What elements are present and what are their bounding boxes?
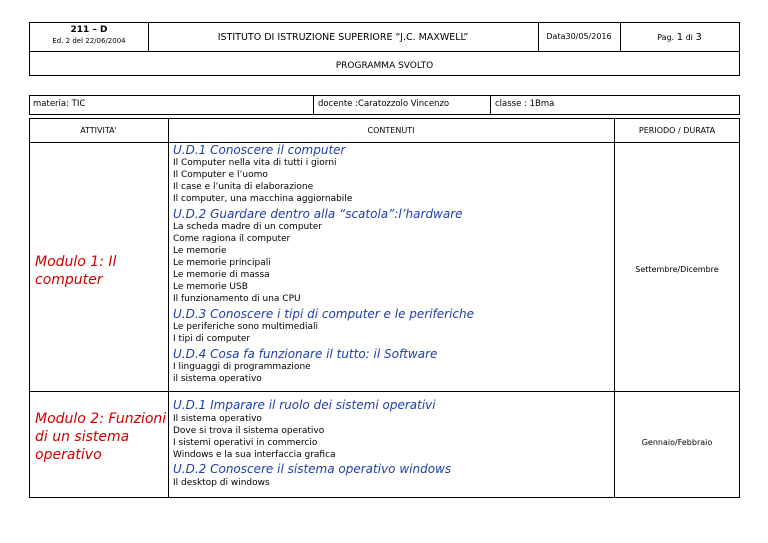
page-current: 1 — [676, 32, 684, 43]
list-item: Le memorie — [173, 246, 227, 256]
column-contenuti: CONTENUTI — [367, 126, 415, 135]
col-divider-1 — [168, 118, 169, 498]
page-total: 3 — [695, 32, 702, 43]
info-divider-2 — [490, 95, 491, 115]
list-item: Dove si trova il sistema operativo — [173, 426, 325, 436]
list-item: Il case e l’unita di elaborazione — [173, 182, 314, 192]
list-item: Il Computer nella vita di tutti i giorni — [173, 158, 337, 168]
list-item: Il desktop di windows — [173, 478, 270, 488]
list-item: I sistemi operativi in commercio — [173, 438, 318, 448]
school-name: ISTITUTO DI ISTRUZIONE SUPERIORE “J.C. MAXWELL” — [217, 32, 469, 43]
module-1-period: Settembre/Dicembre — [635, 265, 719, 274]
document-date: Data30/05/2016 — [546, 32, 612, 41]
list-item: I tipi di computer — [173, 334, 251, 344]
module-divider — [29, 391, 740, 392]
column-attivita: ATTIVITA' — [80, 126, 117, 135]
list-item: La scheda madre di un computer — [173, 222, 323, 232]
page-number — [620, 32, 739, 43]
list-item: Le memorie di massa — [173, 270, 270, 280]
list-item: Il funzionamento di una CPU — [173, 294, 301, 304]
materia-label: materia: TIC — [33, 99, 86, 109]
docente-label: docente :Caratozzolo Vincenzo — [318, 99, 450, 109]
document-code: 211 – D — [70, 25, 108, 35]
list-item: Le memorie USB — [173, 282, 248, 292]
header-divider — [29, 51, 740, 52]
module-1-title: Modulo 1: Il computer — [35, 254, 117, 288]
document-edition: Ed. 2 del 22/06/2004 — [52, 37, 126, 45]
module-1-unit-4-title: U.D.4 Cosa fa funzionare il tutto: il Software — [173, 347, 438, 361]
module-2-title: Modulo 2: Funzioni di un sistema operativo — [35, 411, 167, 463]
column-periodo: PERIODO / DURATA — [638, 126, 716, 135]
list-item: Il computer, una macchina aggiornabile — [173, 194, 353, 204]
classe-label: classe : 1Bma — [495, 99, 555, 109]
module-1-unit-1-title: U.D.1 Conoscere il computer — [173, 143, 346, 157]
module-1-unit-3-title: U.D.3 Conoscere i tipi di computer e le periferiche — [173, 307, 474, 321]
module-2-unit-2-title: U.D.2 Conoscere il sistema operativo windows — [173, 462, 452, 476]
list-item: Il Computer e l’uomo — [173, 170, 268, 180]
page-title: PROGRAMMA SVOLTO — [335, 61, 434, 71]
module-2-period: Gennaio/Febbraio — [641, 438, 713, 447]
list-item: Le memorie principali — [173, 258, 271, 268]
list-item: I linguaggi di programmazione — [173, 362, 311, 372]
info-divider-1 — [313, 95, 314, 115]
module-1-unit-2-title: U.D.2 Guardare dentro alla “scatola”:l’hardware — [173, 207, 463, 221]
list-item: Le periferiche sono multimediali — [173, 322, 318, 332]
page-prefix: Pag. — [657, 33, 677, 42]
list-item: Il sistema operativo — [173, 414, 262, 424]
list-item: il sistema operativo — [173, 374, 262, 384]
list-item: Come ragiona il computer — [173, 234, 291, 244]
table-header-divider — [29, 142, 740, 143]
page-mid: di — [683, 33, 696, 42]
list-item: Windows e la sua interfaccia grafica — [173, 450, 336, 460]
module-2-unit-1-title: U.D.1 Imparare il ruolo dei sistemi operativi — [173, 398, 436, 412]
